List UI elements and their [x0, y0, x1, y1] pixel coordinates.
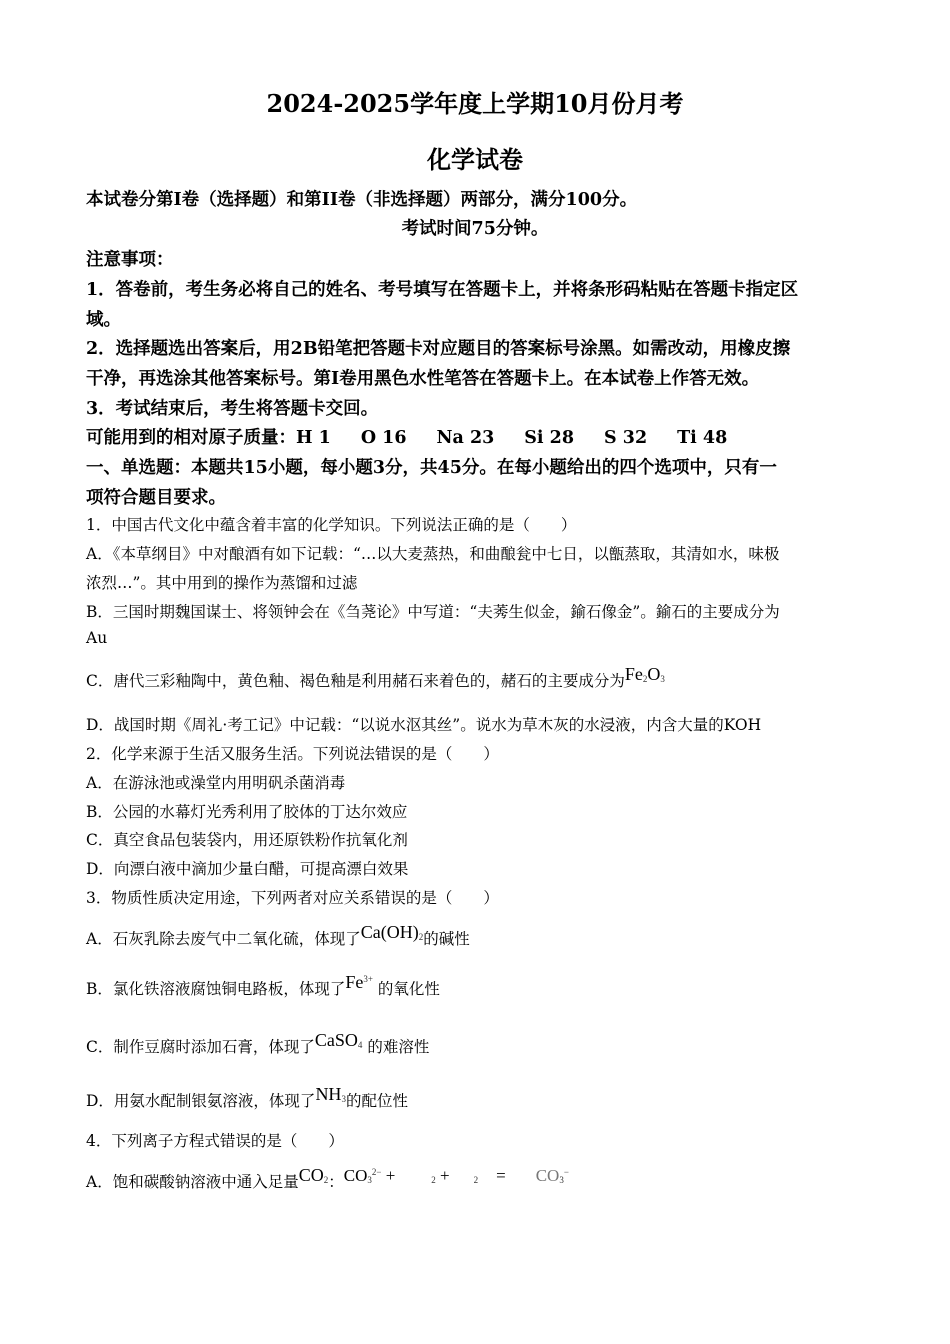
- q1-stem: 1．中国古代文化中蕴含着丰富的化学知识。下列说法正确的是（ ）: [86, 516, 577, 534]
- q3-option-a: A．石灰乳除去废气中二氧化硫，体现了$Ca(OH)_2$的碱性: [86, 922, 470, 948]
- atomic-masses: [86, 424, 727, 449]
- q3-a-formula: $Ca(OH)_2$: [360, 922, 424, 942]
- q3-b-formula: $Fe^{3+}$: [345, 972, 373, 992]
- q3-c-formula: CaSO$_4$: [314, 1030, 363, 1050]
- q3-option-d: D．用氨水配制银氨溶液，体现了$NH_3$的配位性: [86, 1084, 408, 1110]
- q4-option-a: A．饱和碳酸钠溶液中通入足量$CO_2$：$CO_3^{2-} + _2 + _2 = CO_3^-$: [86, 1165, 569, 1191]
- atomic-mass-si: Si 28: [524, 428, 575, 448]
- q1-option-b-line-2: Au: [86, 629, 108, 647]
- q3-stem: 3．物质性质决定用途，下列两者对应关系错误的是（ ）: [86, 889, 499, 907]
- notes-heading: 注意事项：: [86, 250, 174, 270]
- q2-option-a: A．在游泳池或澡堂内用明矾杀菌消毒: [86, 774, 346, 792]
- q4-stem: 4．下列离子方程式错误的是（ ）: [86, 1132, 344, 1150]
- note-2-line-2: 干净，再选涂其他答案标号。第I卷用黑色水性笔答在答题卡上。在本试卷上作答无效。: [86, 369, 760, 389]
- q2-option-c: C．真空食品包装袋内，用还原铁粉作抗氧化剂: [86, 831, 408, 849]
- note-3: 3．考试结束后，考生将答题卡交回。: [86, 399, 379, 419]
- intro-line-1: 本试卷分第I卷（选择题）和第II卷（非选择题）两部分，满分100分。: [86, 190, 638, 210]
- q1-option-c: [86, 664, 665, 691]
- q3-d-formula: $NH_3$: [315, 1084, 346, 1104]
- atomic-mass-na: Na 23: [436, 428, 495, 448]
- q3-option-b: B．氯化铁溶液腐蚀铜电路板，体现了$Fe^{3+}$ 的氧化性: [86, 972, 440, 998]
- atomic-mass-ti: Ti 48: [677, 428, 728, 448]
- q4-a-equation: $CO_3^{2-} + _2 + _2 = CO_3^-$: [343, 1166, 569, 1185]
- atomic-mass-o: O 16: [360, 428, 407, 448]
- section-1-line-2: 项符合题目要求。: [86, 488, 226, 508]
- q1-option-a-line-1: A．《本草纲目》中对酿酒有如下记载：“…以大麦蒸热，和曲酿瓮中七日，以甑蒸取，其清如水，味极: [86, 545, 780, 563]
- intro-line-2: 考试时间75分钟。: [401, 219, 549, 239]
- q1-option-d: D．战国时期《周礼·考工记》中记载：“以说水沤其丝”。说水为草木灰的水浸液，内含大量的KOH: [86, 716, 762, 734]
- q1-c-formula: $Fe_2O_3$: [624, 664, 665, 684]
- q2-option-b: B．公园的水幕灯光秀利用了胶体的丁达尔效应: [86, 803, 408, 821]
- note-1-line-1: 1．答卷前，考生务必将自己的姓名、考号填写在答题卡上，并将条形码粘贴在答题卡指定区: [86, 280, 799, 300]
- note-1-line-2: 域。: [86, 310, 121, 330]
- q2-option-d: D．向漂白液中滴加少量白醋，可提高漂白效果: [86, 860, 409, 878]
- exam-subtitle: 化学试卷: [427, 145, 523, 174]
- exam-title: 2024-2025学年度上学期10月份月考: [266, 89, 684, 118]
- q2-stem: 2．化学来源于生活又服务生活。下列说法错误的是（ ）: [86, 745, 499, 763]
- q3-option-c: C．制作豆腐时添加石膏，体现了CaSO$_4$ 的难溶性: [86, 1030, 430, 1056]
- atomic-mass-h: H 1: [296, 428, 331, 448]
- q1-option-c-text: C．唐代三彩釉陶中，黄色釉、褐色釉是利用赭石来着色的，赭石的主要成分为: [86, 672, 625, 690]
- atomic-mass-s: S 32: [604, 428, 648, 448]
- section-1-line-1: 一、单选题：本题共15小题，每小题3分，共45分。在每小题给出的四个选项中，只有一: [86, 458, 777, 478]
- q4-a-formula: $CO_2$: [298, 1165, 329, 1185]
- q1-option-a-line-2: 浓烈…”。其中用到的操作为蒸馏和过滤: [86, 574, 358, 592]
- q1-option-b-line-1: B．三国时期魏国谋士、将领钟会在《刍荛论》中写道：“夫莠生似金，鍮石像金”。鍮石的主要成分为: [86, 603, 780, 621]
- note-2-line-1: 2．选择题选出答案后，用2B铅笔把答题卡对应题目的答案标号涂黑。如需改动，用橡皮擦: [86, 339, 791, 359]
- atomic-masses-label: 可能用到的相对原子质量：: [86, 428, 296, 448]
